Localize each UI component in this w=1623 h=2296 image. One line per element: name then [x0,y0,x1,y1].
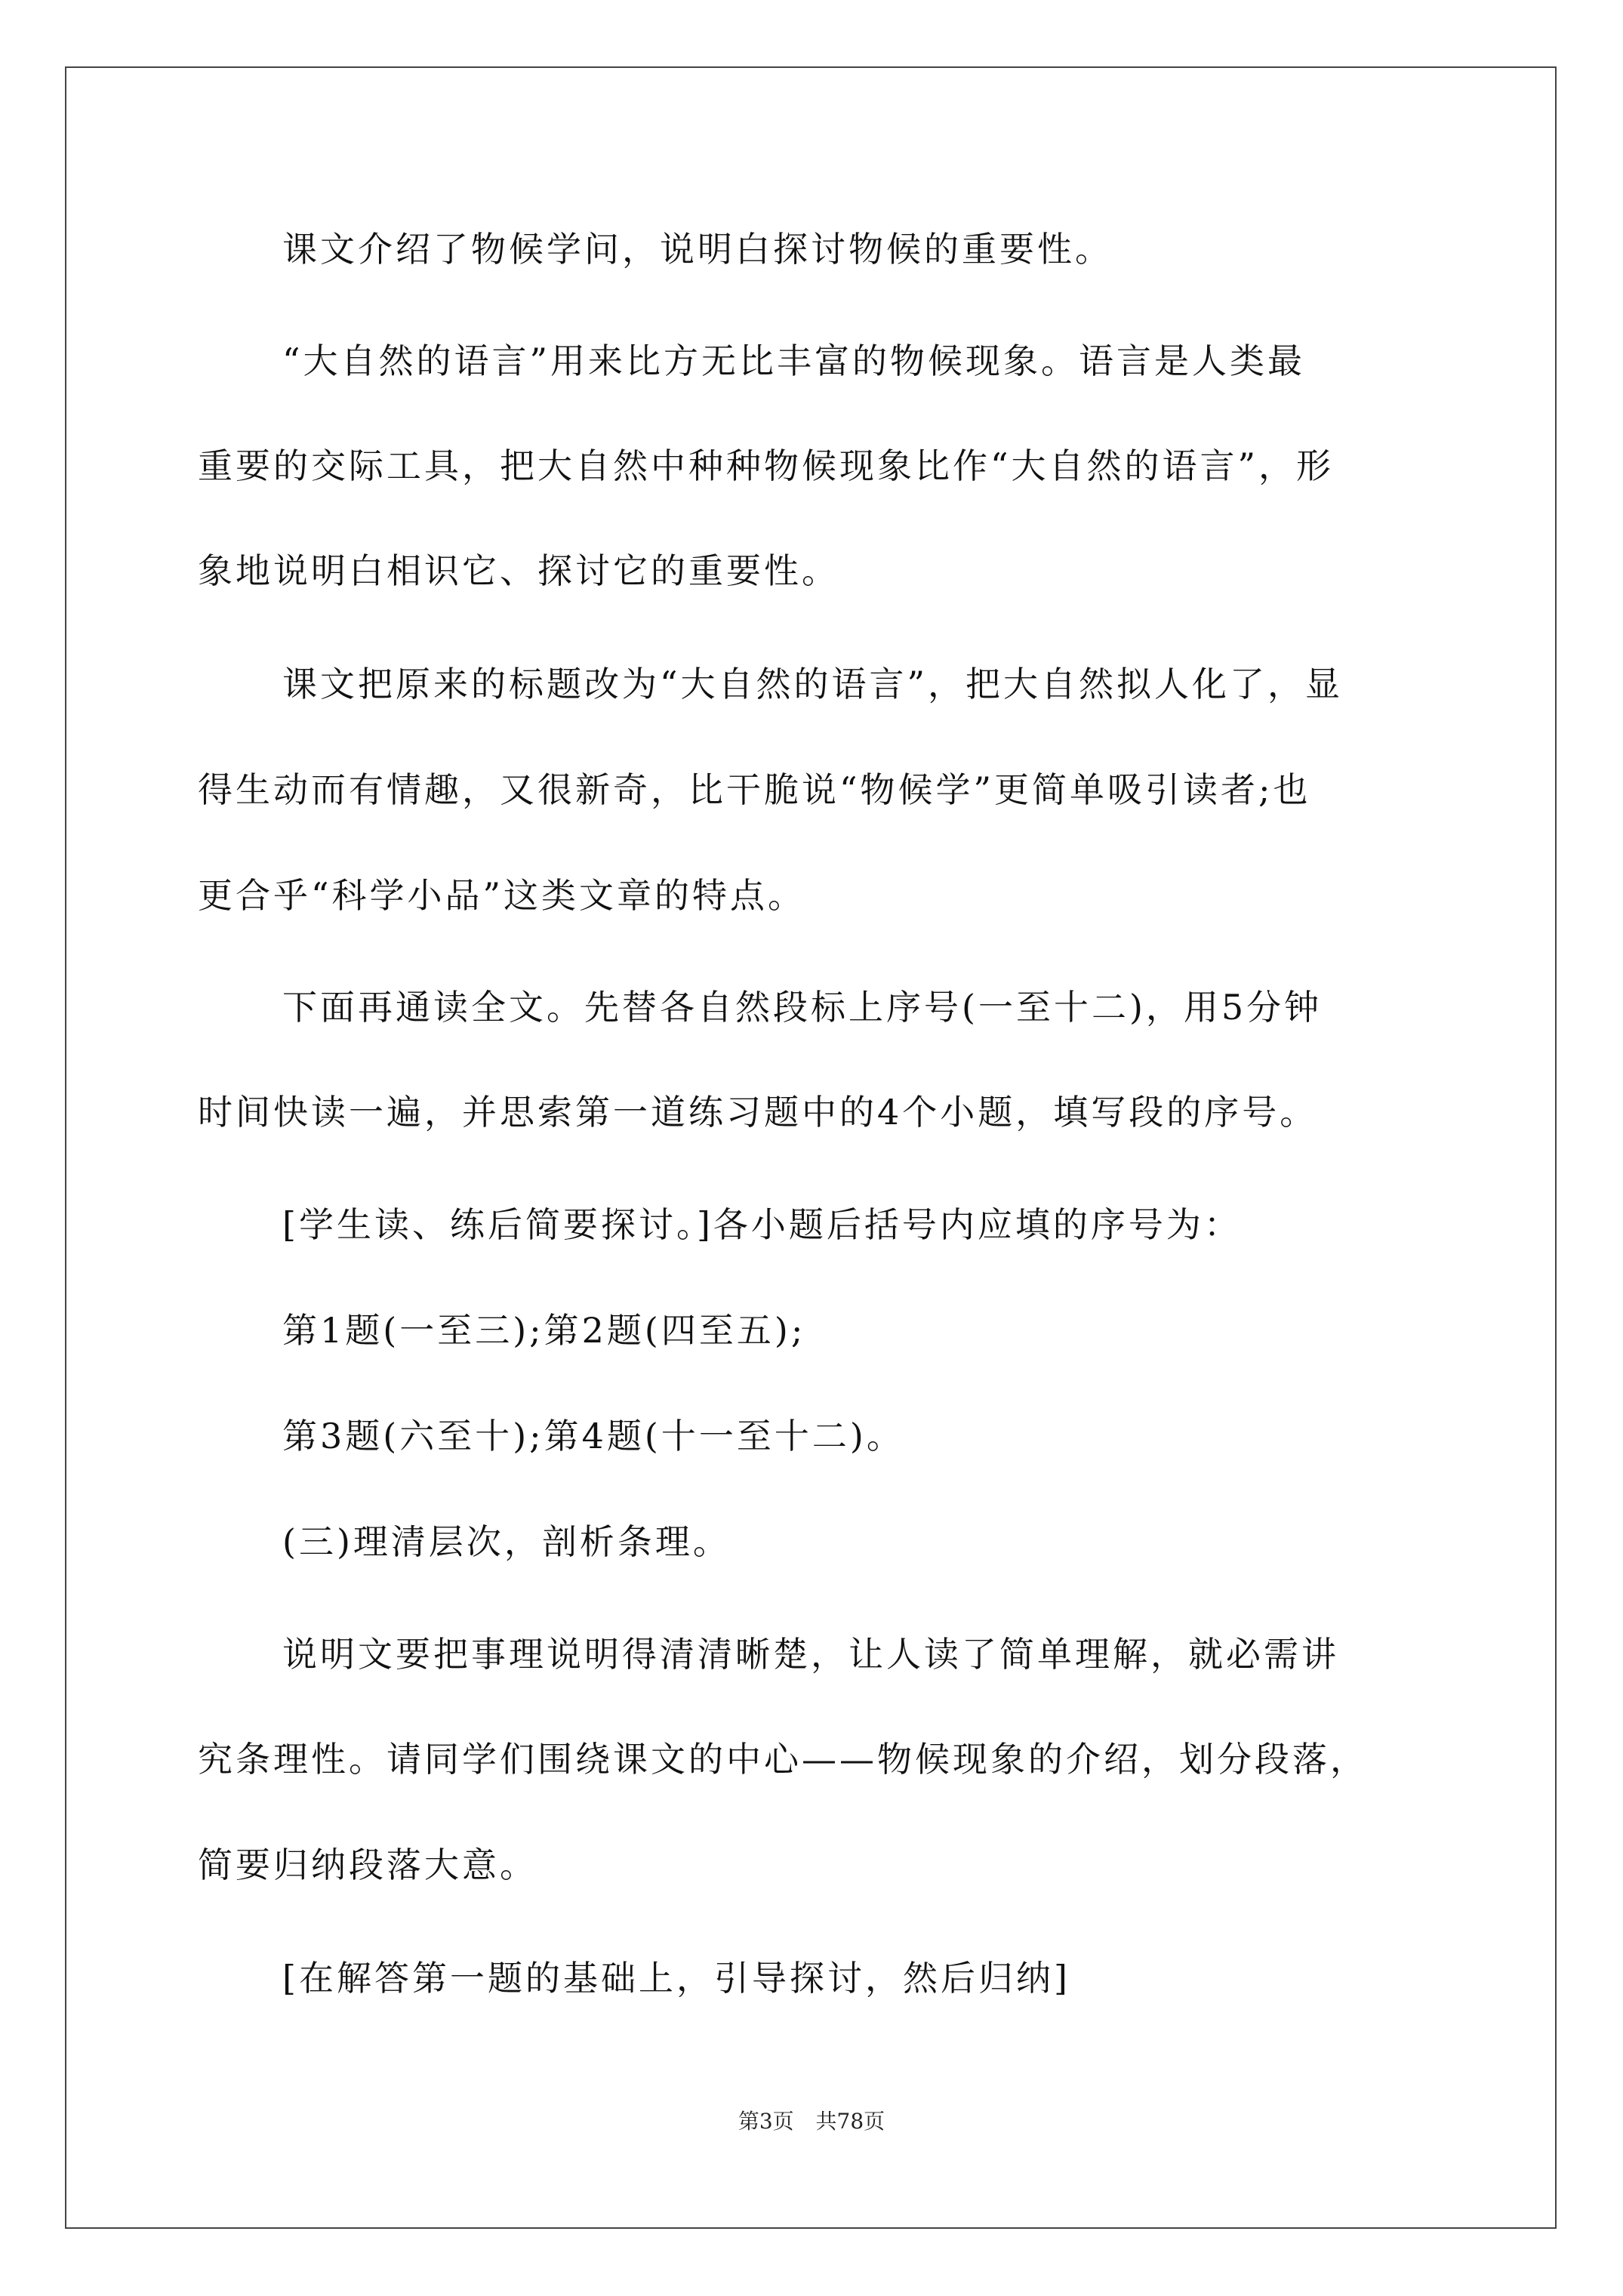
paragraph-line: 第3题(六至十);第4题(十一至十二)。 [282,1416,904,1456]
paragraph-line: 课文介绍了物候学问，说明白探讨物候的重要性。 [282,229,1113,270]
paragraph-line: 象地说明白相识它、探讨它的重要性。 [198,550,839,591]
paragraph-line: [在解答第一题的基础上，引导探讨，然后归纳] [282,1958,1070,1999]
paragraph-line: 更合乎“科学小品”这类文章的特点。 [198,875,806,916]
paragraph-line: 简要归纳段落大意。 [198,1845,537,1885]
paragraph-line: 说明文要把事理说明得清清晰楚，让人读了简单理解，就必需讲 [282,1634,1339,1675]
page-border [65,66,1557,2229]
page-total: 共78页 [815,2109,885,2134]
paragraph-line: 下面再通读全文。先替各自然段标上序号(一至十二)，用5分钟 [282,987,1323,1028]
page-footer [0,2106,1623,2137]
paragraph-line: 课文把原来的标题改为“大自然的语言”，把大自然拟人化了，显 [282,664,1344,704]
paragraph-line: 第1题(一至三);第2题(四至五); [282,1310,806,1351]
paragraph-line: 究条理性。请同学们围绕课文的中心——物候现象的介绍，划分段落， [198,1739,1368,1780]
paragraph-line: 得生动而有情趣，又很新奇，比干脆说“物候学”更简单吸引读者;也 [198,769,1311,810]
paragraph-line: 时间快读一遍，并思索第一道练习题中的4个小题，填写段的序号。 [198,1092,1318,1133]
section-heading: (三)理清层次，剖析条理。 [282,1521,731,1562]
page-number: 第3页 [738,2109,794,2134]
paragraph-line: “大自然的语言”用来比方无比丰富的物候现象。语言是人类最 [282,341,1306,381]
paragraph-line: [学生读、练后简要探讨。]各小题后括号内应填的序号为： [282,1204,1242,1245]
paragraph-line: 重要的交际工具，把大自然中种种物候现象比作“大自然的语言”，形 [198,445,1335,486]
